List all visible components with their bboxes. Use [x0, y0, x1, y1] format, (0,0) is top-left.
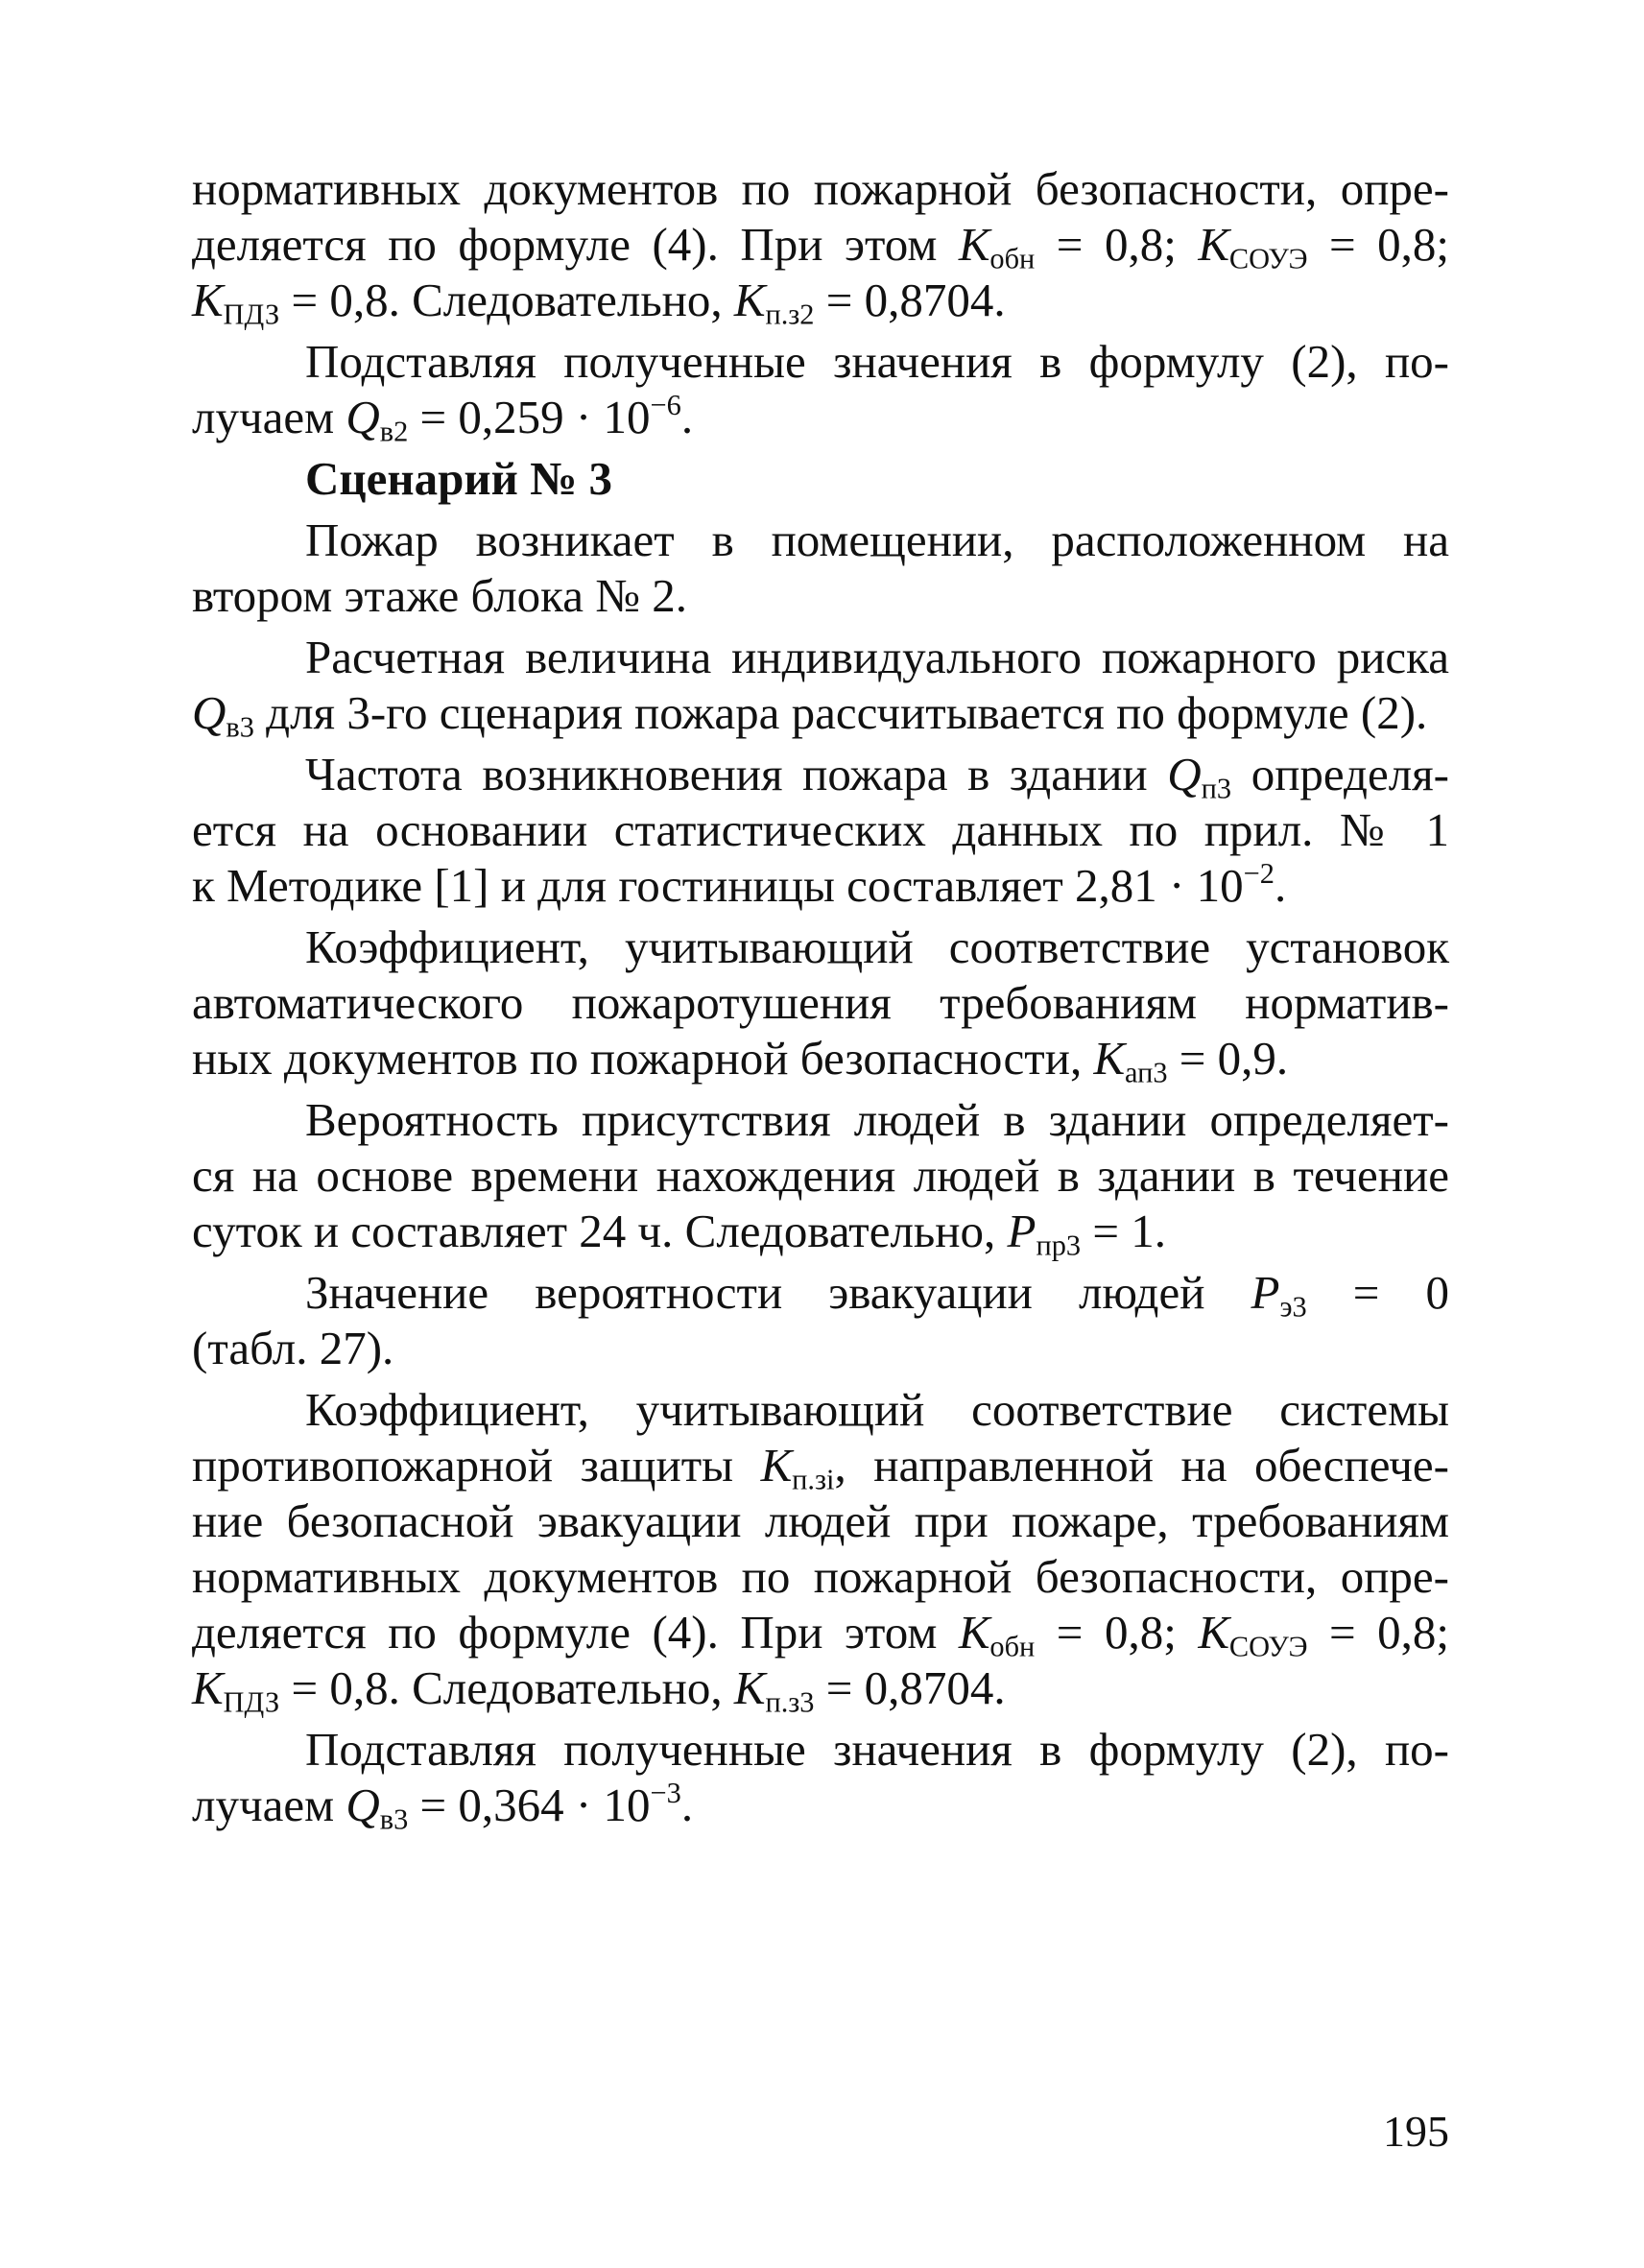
paragraph-4: [192, 630, 1449, 744]
text-line: ется на основании статистических данных по прил. № 1: [192, 803, 1449, 856]
text-line: Коэффициент, учитывающий соответствие установок: [305, 920, 1449, 973]
text-line: ние безопасной эвакуации людей при пожаре, требованиям: [192, 1494, 1449, 1547]
text-line: к Методике [1] и для гостиницы составляет $2,81 \cdot 10^{-2}$.: [192, 857, 1287, 912]
text-line: Подставляя полученные значения в формулу (2), по-: [305, 1723, 1449, 1776]
text-line: Вероятность присутствия людей в здании определяет-: [305, 1093, 1449, 1146]
text-line: лучаем $Q_{в3} = 0,364 \cdot 10^{-3}$.: [192, 1777, 694, 1836]
paragraph-9: [192, 1382, 1450, 1719]
text-line: деляется по формуле (4). При этом $К_{обн} = 0,8$; $К_{СОУЭ} = 0,8$;: [192, 1606, 1450, 1663]
paragraph-8: [192, 1265, 1449, 1376]
paragraph-2: [192, 334, 1449, 448]
paragraph-10: [192, 1722, 1449, 1836]
text-line: Частота возникновения пожара в здании $Q_{п3}$ определя-: [305, 748, 1450, 805]
text-line: Расчетная величина индивидуального пожарного риска: [305, 631, 1449, 683]
page-body: [192, 161, 1450, 1836]
paragraph-5: [192, 747, 1449, 914]
text-line: деляется по формуле (4). При этом $К_{обн} = 0,8$; $К_{СОУЭ} = 0,8$;: [192, 218, 1450, 275]
paragraph-7: [192, 1092, 1449, 1262]
text-line: нормативных документов по пожарной безопасности, опре-: [192, 1550, 1449, 1603]
paragraph-3: [192, 513, 1449, 624]
text-line: ных документов по пожарной безопасности, $К_{ап3} = 0,9$.: [192, 1032, 1289, 1089]
text-line: $К_{ПДЗ} = 0,8$. Следовательно, $К_{п.з3} = 0,8704$.: [192, 1661, 1006, 1719]
text-line: автоматического пожаротушения требованиям норматив-: [192, 976, 1449, 1029]
text-line: $Q_{в3}$ для 3-го сценария пожара рассчитывается по формуле (2).: [192, 686, 1428, 744]
section-heading: Сценарий № 3: [305, 452, 613, 505]
text-line: Коэффициент, учитывающий соответствие системы: [305, 1383, 1449, 1436]
text-line: Пожар возникает в помещении, расположенном на: [305, 513, 1449, 566]
text-line: $К_{ПДЗ} = 0,8$. Следовательно, $К_{п.з2} = 0,8704$.: [192, 274, 1006, 331]
text-line: втором этаже блока № 2.: [192, 569, 687, 622]
text-line: нормативных документов по пожарной безопасности, опре-: [192, 162, 1449, 215]
text-line: Значение вероятности эвакуации людей $Р_{э3} = 0$: [305, 1266, 1449, 1324]
text-line: противопожарной защиты $К_{п.зi}$, направленной на обеспече-: [192, 1439, 1449, 1496]
page-number: 195: [1383, 2107, 1449, 2156]
text-line: Подставляя полученные значения в формулу (2), по-: [305, 335, 1449, 388]
text-line: лучаем $Q_{в2} = 0,259 \cdot 10^{-6}$.: [192, 389, 694, 448]
text-line: ся на основе времени нахождения людей в здании в течение: [192, 1149, 1449, 1202]
text-line: (табл. 27).: [192, 1322, 394, 1374]
text-line: суток и составляет 24 ч. Следовательно, $Р_{пр3} = 1$.: [192, 1205, 1166, 1262]
paragraph-6: [192, 919, 1449, 1089]
paragraph-1: [192, 161, 1450, 331]
